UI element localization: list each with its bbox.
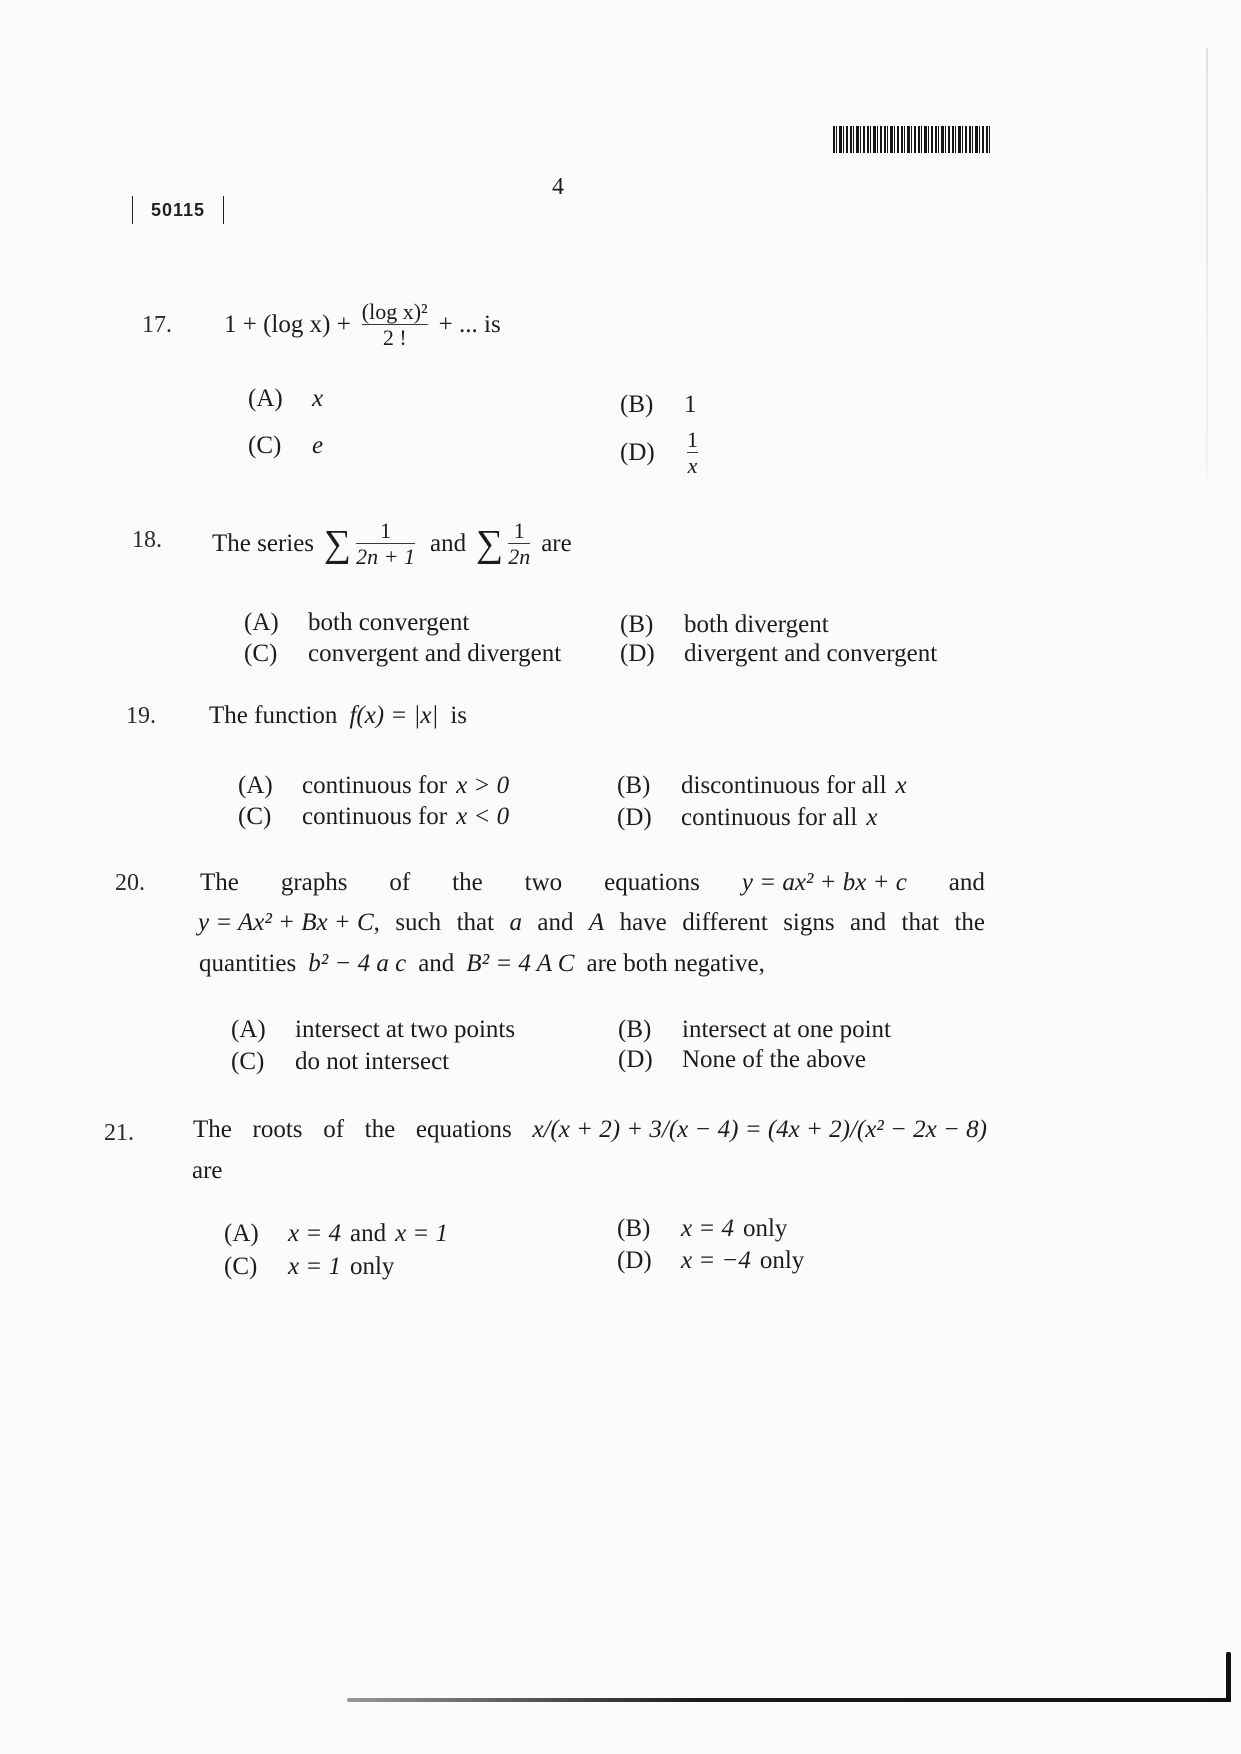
option-math: x < 0 [456, 803, 510, 830]
option-math: x = −4 [681, 1247, 751, 1274]
option-d [617, 803, 877, 833]
option-math: x = 1 [395, 1220, 449, 1247]
option-body [681, 771, 907, 801]
fraction [359, 299, 431, 350]
stem-text: 1 + (log x) + [224, 310, 351, 338]
question-stem [212, 518, 572, 569]
option-d [618, 1045, 866, 1075]
stem-word: of [389, 869, 411, 896]
option-text: and [349, 1220, 387, 1247]
option-label: (B) [620, 611, 654, 638]
stem-math: A [588, 909, 605, 936]
stem-math: f(x) = |x| [349, 702, 439, 729]
stem-word: and [948, 869, 985, 896]
option-a [231, 1015, 515, 1045]
option-label: (B) [617, 772, 651, 799]
option-b [620, 610, 829, 640]
scan-edge-mark [1206, 48, 1208, 478]
option-label: (D) [620, 438, 655, 466]
option-body [302, 802, 509, 832]
stem-word: and [537, 909, 574, 936]
option-label: (D) [620, 640, 655, 667]
option-c [224, 1252, 394, 1282]
question-number: 21. [104, 1120, 134, 1146]
stem-word: graphs [280, 869, 348, 896]
stem-word: the [364, 1116, 396, 1143]
stem-word: equations [415, 1116, 512, 1143]
option-body [681, 803, 877, 833]
option-math: x = 1 [288, 1253, 341, 1280]
stem-word: the [452, 869, 483, 896]
option-a [238, 771, 509, 801]
option-a [248, 384, 323, 414]
option-label: (C) [244, 640, 278, 667]
question-number: 19. [126, 703, 156, 729]
stem-math: y = Ax² + Bx + C [198, 909, 374, 936]
fraction-denominator: x [687, 453, 698, 478]
option-text: e [312, 432, 324, 459]
stem-line-1 [193, 1115, 987, 1145]
stem-word: two [524, 869, 563, 896]
fraction-denominator: 2 ! [382, 325, 407, 350]
bottom-rule [347, 1698, 1231, 1702]
question-stem [209, 701, 467, 731]
stem-text: The function [209, 702, 338, 729]
stem-word: the [954, 909, 985, 936]
stem-word: and [418, 950, 455, 977]
stem-line-2 [198, 908, 985, 938]
option-text: only [759, 1247, 805, 1274]
option-text: continuous for [302, 772, 448, 799]
option-label: (A) [244, 609, 279, 636]
fraction [505, 518, 533, 569]
option-label: (D) [617, 804, 652, 831]
option-text: continuous for all [681, 804, 858, 831]
stem-punctuation: , [373, 909, 380, 936]
question-number: 17. [142, 312, 172, 338]
stem-text: are [541, 529, 572, 557]
stem-line-3 [199, 949, 765, 979]
fraction [684, 427, 701, 478]
option-label: (A) [238, 772, 273, 799]
option-label: (D) [617, 1247, 652, 1274]
stem-word: of [323, 1116, 345, 1143]
option-d [620, 427, 701, 478]
option-text: intersect at two points [295, 1016, 516, 1043]
option-label: (A) [224, 1220, 259, 1247]
option-d [617, 1246, 804, 1276]
option-text: only [349, 1253, 395, 1280]
option-math: x = 4 [288, 1220, 341, 1247]
option-math: x [895, 772, 907, 799]
option-text: both divergent [684, 611, 829, 638]
stem-math: y = ax² + bx + c [741, 869, 907, 896]
option-label: (A) [231, 1016, 266, 1043]
paper-code: 50115 [151, 200, 206, 220]
option-text: intersect at one point [682, 1016, 891, 1043]
page-number: 4 [552, 174, 564, 200]
option-body [288, 1252, 394, 1282]
fraction-numerator: 1 [380, 518, 392, 543]
stem-segment [198, 908, 380, 938]
option-text: do not intersect [295, 1048, 450, 1075]
option-label: (C) [238, 803, 272, 830]
option-text: discontinuous for all [681, 772, 887, 799]
option-label: (B) [620, 391, 654, 418]
option-text: x [312, 385, 324, 412]
option-label: (D) [618, 1046, 653, 1073]
option-body [302, 771, 509, 801]
stem-text: + ... is [438, 310, 501, 338]
stem-word: that [456, 909, 495, 936]
fraction [353, 518, 418, 569]
option-text: only [742, 1215, 788, 1242]
option-b [620, 390, 697, 420]
stem-word: such [395, 909, 442, 936]
option-text: 1 [684, 391, 697, 418]
option-a [244, 608, 469, 638]
option-body [681, 1246, 804, 1276]
option-body [288, 1219, 448, 1249]
option-text: divergent and convergent [684, 640, 938, 667]
option-body [681, 1214, 787, 1244]
stem-text: and [430, 529, 467, 557]
option-math: x [866, 804, 878, 831]
option-label: (B) [617, 1215, 651, 1242]
option-c [244, 639, 561, 669]
question-stem [224, 299, 501, 350]
stem-math: b² − 4 a c [308, 950, 407, 977]
stem-math: B² = 4 A C [466, 950, 575, 977]
stem-text: The series [212, 529, 315, 557]
stem-word: The [193, 1116, 232, 1143]
question-number: 20. [115, 870, 145, 896]
stem-math: x/(x + 2) + 3/(x − 4) = (4x + 2)/(x² − 2x − 8) [532, 1116, 987, 1143]
fraction-denominator: 2n [508, 544, 531, 569]
stem-word: The [200, 869, 239, 896]
option-text: convergent and divergent [308, 640, 562, 667]
option-text: None of the above [682, 1046, 866, 1073]
option-c [238, 802, 509, 832]
option-b [617, 1214, 787, 1244]
fraction-numerator: 1 [687, 427, 698, 452]
option-label: (C) [231, 1048, 265, 1075]
summation-symbol: ∑ [476, 522, 504, 565]
option-c [248, 431, 323, 461]
option-b [617, 771, 907, 801]
option-c [231, 1047, 449, 1077]
stem-word: quantities [199, 950, 297, 977]
option-label: (A) [248, 385, 283, 412]
stem-math: a [509, 909, 522, 936]
stem-word: signs [783, 909, 835, 936]
fraction-denominator: 2n + 1 [356, 544, 415, 569]
option-math: x = 4 [681, 1215, 734, 1242]
option-label: (B) [618, 1016, 652, 1043]
stem-word: equations [604, 869, 700, 896]
stem-word: have [619, 909, 667, 936]
option-label: (C) [224, 1253, 258, 1280]
corner-stroke [1226, 1652, 1231, 1702]
stem-word: different [682, 909, 768, 936]
stem-word: roots [252, 1116, 303, 1143]
stem-line-2: are [192, 1157, 223, 1184]
question-number: 18. [132, 527, 162, 553]
fraction-numerator: (log x)² [361, 299, 428, 324]
stem-word: and [850, 909, 887, 936]
option-b [618, 1015, 891, 1045]
barcode [833, 126, 990, 153]
summation-symbol: ∑ [324, 522, 352, 565]
option-label: (C) [248, 432, 282, 459]
fraction-numerator: 1 [513, 518, 525, 543]
stem-word: that [901, 909, 940, 936]
option-math: x > 0 [456, 772, 510, 799]
stem-text: is [450, 702, 468, 729]
option-text: continuous for [302, 803, 448, 830]
stem-word: are both negative, [586, 950, 765, 977]
stem-line-1 [200, 868, 985, 898]
paper-code-box [132, 196, 224, 224]
option-d [620, 639, 937, 669]
option-text: both convergent [308, 609, 470, 636]
option-a [224, 1219, 448, 1249]
